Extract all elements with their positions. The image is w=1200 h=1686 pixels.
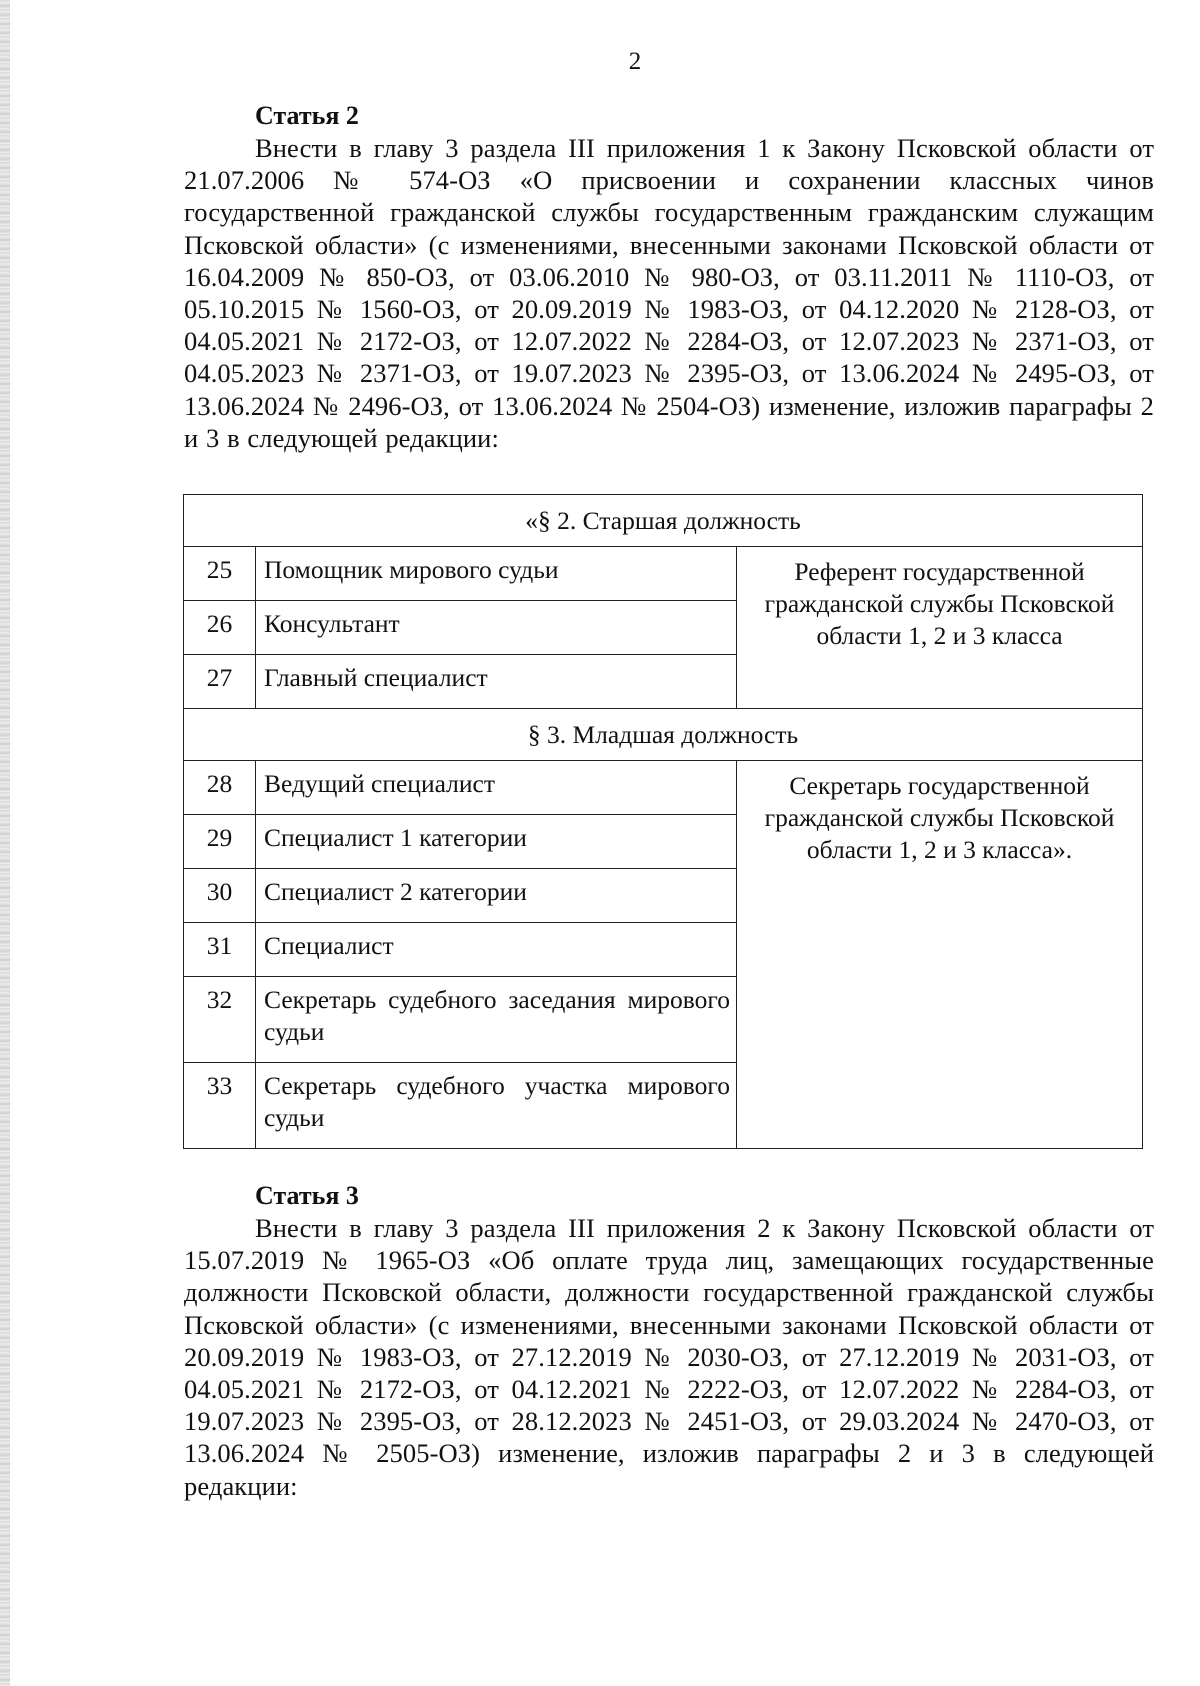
article-2-heading: Статья 2 xyxy=(255,101,359,130)
section-header-junior xyxy=(184,709,1143,761)
page-number: 2 xyxy=(628,48,642,75)
article-3-body: Внести в главу 3 раздела III приложения 2 к Закону Псковской области от 15.07.2019 № 1965-ОЗ «Об оплате труда лиц, замещающих государственные должности Псковской области, должности государственной гражданской службы Псковской области» (с изменениями, внесенными законами Псковской области от 20.09.2019 № 1983-ОЗ, от 27.12.2019 № 2030-ОЗ, от 27.12.2019 № 2031-ОЗ, от 04.05.2021 № 2172-ОЗ, от 04.12.2021 № 2222-ОЗ, от 12.07.2022 № 2284-ОЗ, от 19.07.2023 № 2395-ОЗ, от 28.12.2023 № 2451-ОЗ, от 29.03.2024 № 2470-ОЗ, от 13.06.2024 № 2505-ОЗ) изменение, изложив параграфы 2 и 3 в следующей редакции: xyxy=(184,1213,1154,1501)
row-number: 28 xyxy=(184,761,256,815)
table-row xyxy=(184,547,1143,601)
row-number: 29 xyxy=(184,815,256,869)
row-number: 26 xyxy=(184,601,256,655)
row-number: 25 xyxy=(184,547,256,601)
class-rank-junior: Секретарь государственной гражданской службы Псковской области 1, 2 и 3 класса». xyxy=(737,761,1143,1149)
section-title-junior: § 3. Младшая должность xyxy=(184,709,1143,761)
position-name: Главный специалист xyxy=(256,655,737,709)
article-3 xyxy=(184,1180,1154,1502)
row-number: 33 xyxy=(184,1063,256,1149)
row-number: 30 xyxy=(184,869,256,923)
position-name: Специалист 2 категории xyxy=(256,869,737,923)
position-name: Ведущий специалист xyxy=(256,761,737,815)
position-name: Секретарь судебного участка мирового судьи xyxy=(256,1063,737,1149)
section-header-senior xyxy=(184,495,1143,547)
article-2 xyxy=(184,100,1154,454)
position-name: Специалист 1 категории xyxy=(256,815,737,869)
position-name: Специалист xyxy=(256,923,737,977)
position-name: Помощник мирового судьи xyxy=(256,547,737,601)
row-number: 32 xyxy=(184,977,256,1063)
table-row xyxy=(184,761,1143,815)
article-3-heading: Статья 3 xyxy=(255,1181,359,1210)
row-number: 27 xyxy=(184,655,256,709)
section-title-senior: «§ 2. Старшая должность xyxy=(184,495,1143,547)
row-number: 31 xyxy=(184,923,256,977)
position-name: Секретарь судебного заседания мирового судьи xyxy=(256,977,737,1063)
positions-table xyxy=(183,494,1143,1149)
position-name: Консультант xyxy=(256,601,737,655)
class-rank-senior: Референт государственной гражданской службы Псковской области 1, 2 и 3 класса xyxy=(737,547,1143,709)
article-2-body: Внести в главу 3 раздела III приложения 1 к Закону Псковской области от 21.07.2006 № 574-ОЗ «О присвоении и сохранении классных чинов государственной гражданской службы государственным гражданским служащим Псковской области» (с изменениями, внесенными законами Псковской области от 16.04.2009 № 850-ОЗ, от 03.06.2010 № 980-ОЗ, от 03.11.2011 № 1110-ОЗ, от 05.10.2015 № 1560-ОЗ, от 20.09.2019 № 1983-ОЗ, от 04.12.2020 № 2128-ОЗ, от 04.05.2021 № 2172-ОЗ, от 12.07.2022 № 2284-ОЗ, от 12.07.2023 № 2371-ОЗ, от 04.05.2023 № 2371-ОЗ, от 19.07.2023 № 2395-ОЗ, от 13.06.2024 № 2495-ОЗ, от 13.06.2024 № 2496-ОЗ, от 13.06.2024 № 2504-ОЗ) изменение, изложив параграфы 2 и 3 в следующей редакции: xyxy=(184,133,1154,453)
